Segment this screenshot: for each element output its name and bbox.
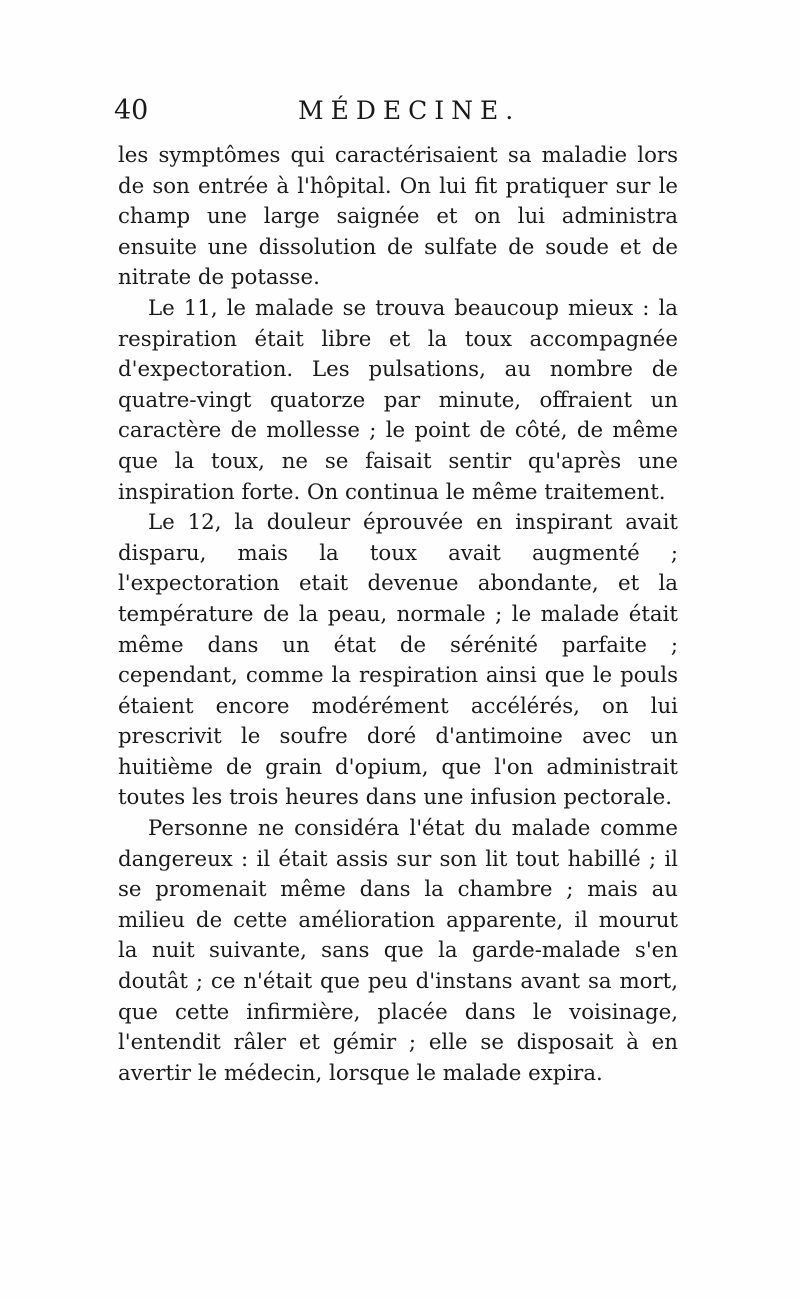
paragraph-death: Personne ne considéra l'état du malade comme dangereux : il était assis sur son lit tout habillé ; il se promenait même dans la chambre ; mais au milieu de cette amélioration apparente, il mourut la nuit suivante, sans que la garde-malade s'en doutât ; ce n'était que peu d'instans avant sa mort, que cette infirmière, placée dans le voisinage, l'entendit râler et gémir ; elle se disposait à en avertir le médecin, lorsque le malade expira.: [118, 816, 678, 1086]
page-header: [114, 93, 684, 133]
page-number: 40: [114, 95, 149, 126]
paragraph-continuation: les symptômes qui caractérisaient sa maladie lors de son entrée à l'hôpital. On lui fit pratiquer sur le champ une large saignée et on lui administra ensuite une dissolution de sulfate de soude et de nitrate de potasse.: [118, 143, 678, 291]
running-head: MÉDECINE.: [298, 96, 521, 125]
paragraph-day-12: Le 12, la douleur éprouvée en inspirant avait disparu, mais la toux avait augmenté ; l'expectoration etait devenue abondante, et la température de la peau, normale ; le malade était même dans un état de sérénité parfaite ; cependant, comme la respiration ainsi que le pouls étaient encore modérément accélérés, on lui prescrivit le soufre doré d'antimoine avec un huitième de grain d'opium, que l'on administrait toutes les trois heures dans une infusion pectorale.: [118, 510, 678, 811]
body-text: [118, 141, 678, 1089]
paragraph-day-11: Le 11, le malade se trouva beaucoup mieux : la respiration était libre et la toux accompagnée d'expectoration. Les pulsations, au nombre de quatre-vingt quatorze par minute, offraient un caractère de mollesse ; le point de côté, de même que la toux, ne se faisait sentir qu'après une inspiration forte. On continua le même traitement.: [118, 295, 678, 505]
